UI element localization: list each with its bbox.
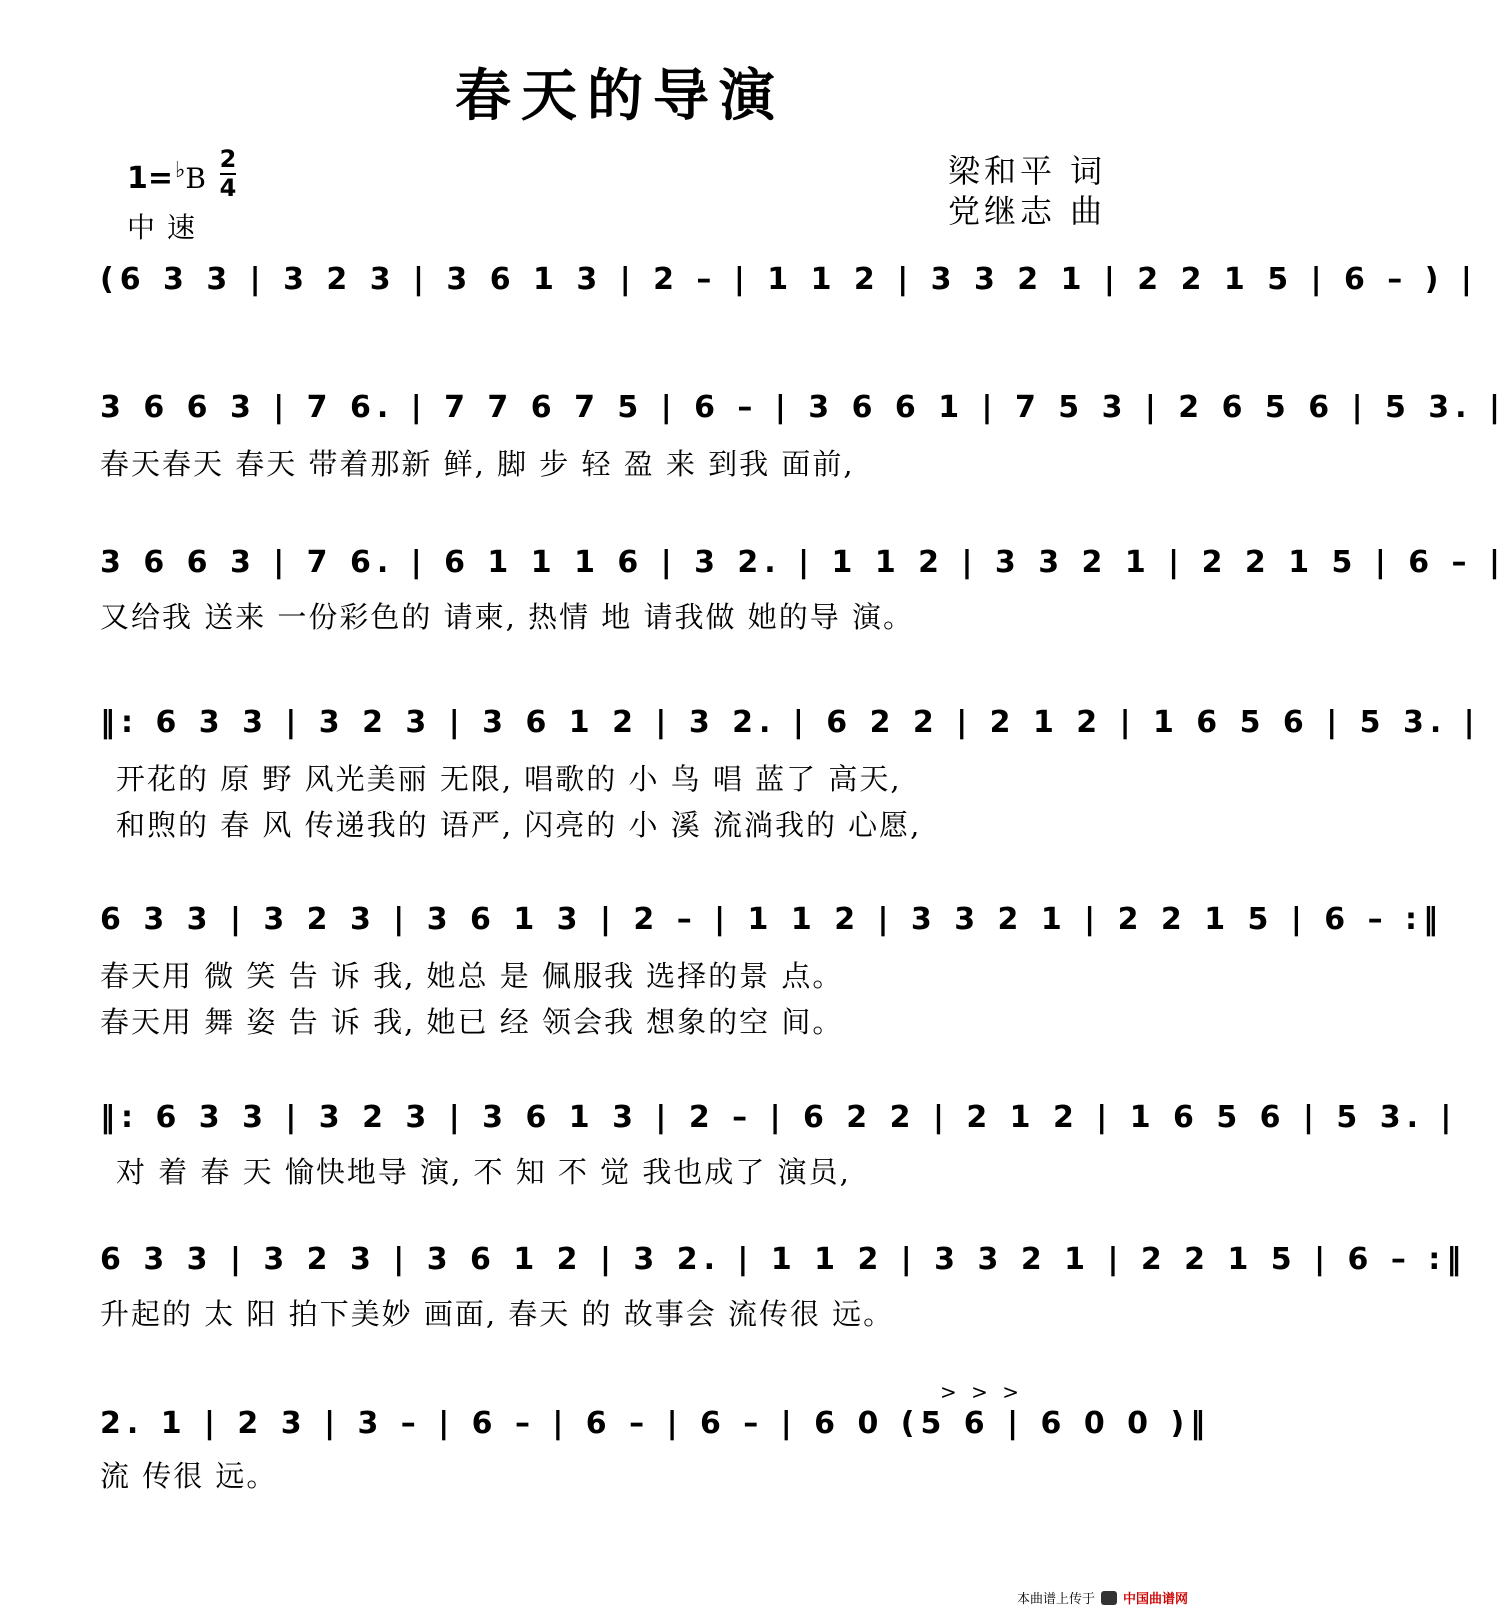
- time-signature: [218, 146, 238, 202]
- composer-credit: 党继志 曲: [948, 192, 1107, 230]
- score-line: [0, 1382, 1240, 1492]
- accent-marks: > > >: [940, 1380, 1023, 1404]
- score-line: [0, 902, 1445, 1042]
- key-prefix: 1=: [127, 161, 174, 196]
- tempo-marking: 中速: [127, 211, 208, 244]
- key-note: B: [185, 162, 206, 195]
- notation-row: 3 6 6 3 | 7 6. | 6 1 1 1 6 | 3 2. | 1 1 2 | 3 3 2 1 | 2 2 1 5 | 6 – |: [100, 545, 1506, 580]
- footer-watermark: [1017, 1588, 1188, 1607]
- lyric-row: 和煦的 春 风 传递我的 语严, 闪亮的 小 溪 流淌我的 心愿,: [116, 808, 922, 842]
- flat-sign: ♭: [175, 158, 186, 183]
- score-line: [0, 545, 1506, 645]
- lyric-row: 对 着 春 天 愉快地导 演, 不 知 不 觉 我也成了 演员,: [116, 1155, 851, 1189]
- notation-row: 2. 1 | 2 3 | 3 – | 6 – | 6 – | 6 – | 6 0 (5 6 | 6 0 0 )‖: [100, 1406, 1212, 1441]
- key-signature: [127, 158, 206, 196]
- score-line: [0, 1100, 1458, 1200]
- notation-row: ‖: 6 3 3 | 3 2 3 | 3 6 1 2 | 3 2. | 6 2 2 | 2 1 2 | 1 6 5 6 | 5 3. |: [100, 705, 1481, 740]
- meter-bottom: 4: [219, 174, 237, 202]
- lyric-row: 升起的 太 阳 拍下美妙 画面, 春天 的 故事会 流传很 远。: [100, 1297, 895, 1331]
- meter-top: 2: [219, 145, 237, 173]
- score-line: [0, 390, 1506, 490]
- score-line: [0, 1242, 1468, 1342]
- site-logo-icon: [1101, 1591, 1117, 1605]
- notation-row: (6 3 3 | 3 2 3 | 3 6 1 3 | 2 – | 1 1 2 | 3 3 2 1 | 2 2 1 5 | 6 – ) |: [100, 262, 1478, 297]
- lyric-row: 开花的 原 野 风光美丽 无限, 唱歌的 小 鸟 唱 蓝了 高天,: [116, 762, 902, 796]
- score-title: 春天的导演: [455, 63, 785, 129]
- notation-row: ‖: 6 3 3 | 3 2 3 | 3 6 1 3 | 2 – | 6 2 2 | 2 1 2 | 1 6 5 6 | 5 3. |: [100, 1100, 1458, 1135]
- score-line: [0, 258, 1478, 318]
- lyric-row: 春天春天 春天 带着那新 鲜, 脚 步 轻 盈 来 到我 面前,: [100, 447, 855, 481]
- lyricist-credit: 梁和平 词: [948, 152, 1107, 190]
- upload-text: 本曲谱上传于: [1016, 1592, 1095, 1607]
- notation-row: 3 6 6 3 | 7 6. | 7 7 6 7 5 | 6 – | 3 6 6 1 | 7 5 3 | 2 6 5 6 | 5 3. |: [100, 390, 1506, 425]
- notation-row: 6 3 3 | 3 2 3 | 3 6 1 2 | 3 2. | 1 1 2 | 3 3 2 1 | 2 2 1 5 | 6 – :‖: [100, 1242, 1468, 1277]
- lyric-row: 又给我 送来 一份彩色的 请柬, 热情 地 请我做 她的导 演。: [100, 600, 914, 634]
- lyric-row: 春天用 舞 姿 告 诉 我, 她已 经 领会我 想象的空 间。: [100, 1005, 844, 1039]
- lyric-row: 流 传很 远。: [100, 1459, 278, 1493]
- site-name[interactable]: 中国曲谱网: [1122, 1592, 1188, 1607]
- score-line: [0, 705, 1481, 845]
- notation-row: 6 3 3 | 3 2 3 | 3 6 1 3 | 2 – | 1 1 2 | 3 3 2 1 | 2 2 1 5 | 6 – :‖: [100, 902, 1445, 937]
- lyric-row: 春天用 微 笑 告 诉 我, 她总 是 佩服我 选择的景 点。: [100, 959, 844, 993]
